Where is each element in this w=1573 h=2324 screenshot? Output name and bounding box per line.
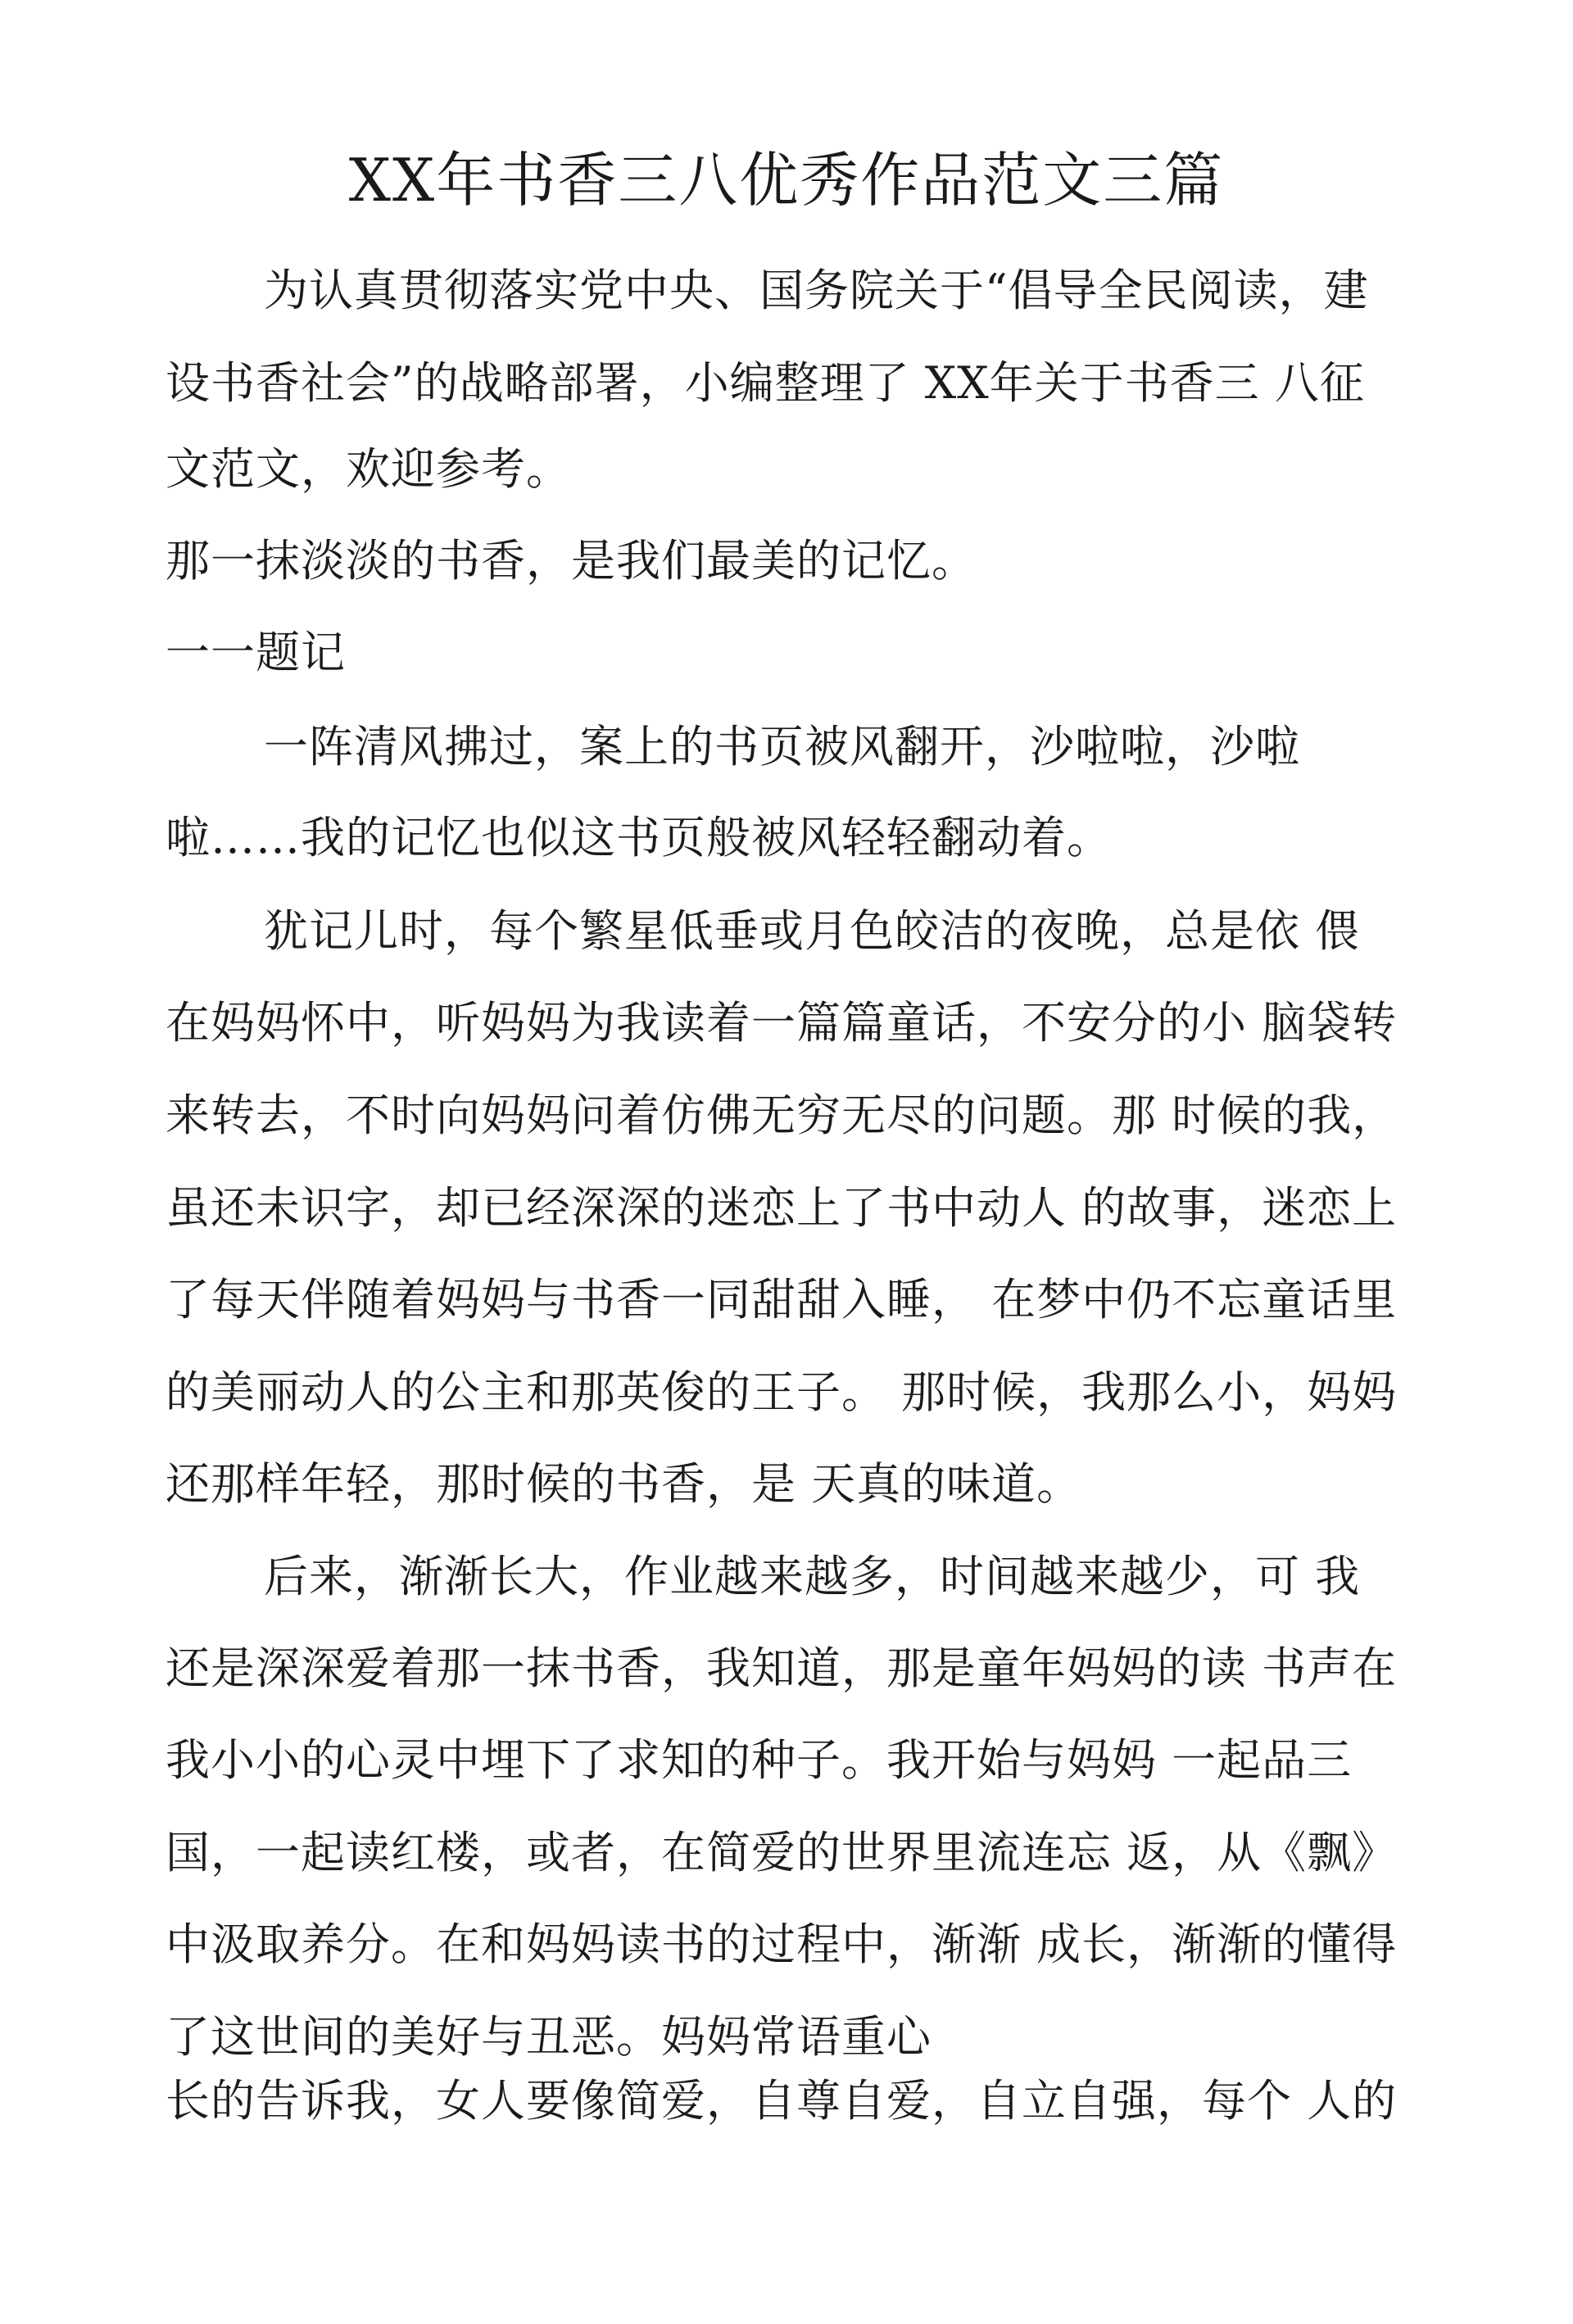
text-line: 那一抹淡淡的书香，是我们最美的记忆。 xyxy=(165,535,977,587)
document-title: XX年书香三八优秀作品范文三篇 xyxy=(348,146,1225,215)
text-line: 一阵清风拂过，案上的书页被风翻开，沙啦啦，沙啦 xyxy=(264,721,1300,772)
text-line: 啦……我的记忆也似这书页般被风轻轻翻动着。 xyxy=(165,812,1112,863)
text-line: 设书香社会”的战略部署，小编整理了 XX年关于书香三 八征 xyxy=(165,357,1365,409)
text-line: 为认真贯彻落实党中央、国务院关于“倡导全民阅读，建 xyxy=(264,265,1369,316)
text-line: 中汲取养分。在和妈妈读书的过程中，渐渐 成长，渐渐的懂得 xyxy=(165,1919,1398,1970)
text-line: 虽还未识字，却已经深深的迷恋上了书中动人 的故事，迷恋上 xyxy=(165,1182,1398,1234)
text-line: 犹记儿时，每个繁星低垂或月色皎洁的夜晚，总是依 偎 xyxy=(264,905,1361,957)
text-line: 来转去，不时向妈妈问着仿佛无穷无尽的问题。那 时候的我， xyxy=(165,1090,1398,1141)
text-line: 我小小的心灵中埋下了求知的种子。我开始与妈妈 一起品三 xyxy=(165,1734,1353,1786)
text-line: 一一题记 xyxy=(165,627,346,678)
text-line: 长的告诉我，女人要像简爱，自尊自爱，自立自强，每个 人的 xyxy=(165,2075,1398,2127)
text-line: 了每天伴随着妈妈与书香一同甜甜入睡， 在梦中仍不忘童话里 xyxy=(165,1274,1398,1325)
text-line: 还那样年轻，那时候的书香，是 天真的味道。 xyxy=(165,1458,1082,1510)
text-line: 在妈妈怀中，听妈妈为我读着一篇篇童话，不安分的小 脑袋转 xyxy=(165,997,1398,1049)
text-line: 还是深深爱着那一抹书香，我知道，那是童年妈妈的读 书声在 xyxy=(165,1642,1398,1694)
text-line: 国，一起读红楼，或者，在简爱的世界里流连忘 返，从《飘》 xyxy=(165,1827,1398,1878)
text-line: 的美丽动人的公主和那英俊的王子。 那时候，我那么小，妈妈 xyxy=(165,1366,1398,1418)
text-line: 了这世间的美好与丑恶。妈妈常语重心 xyxy=(165,2011,932,2063)
text-line: 文范文，欢迎参考。 xyxy=(165,443,571,495)
text-line: 后来，渐渐长大，作业越来越多，时间越来越少，可 我 xyxy=(264,1551,1361,1602)
